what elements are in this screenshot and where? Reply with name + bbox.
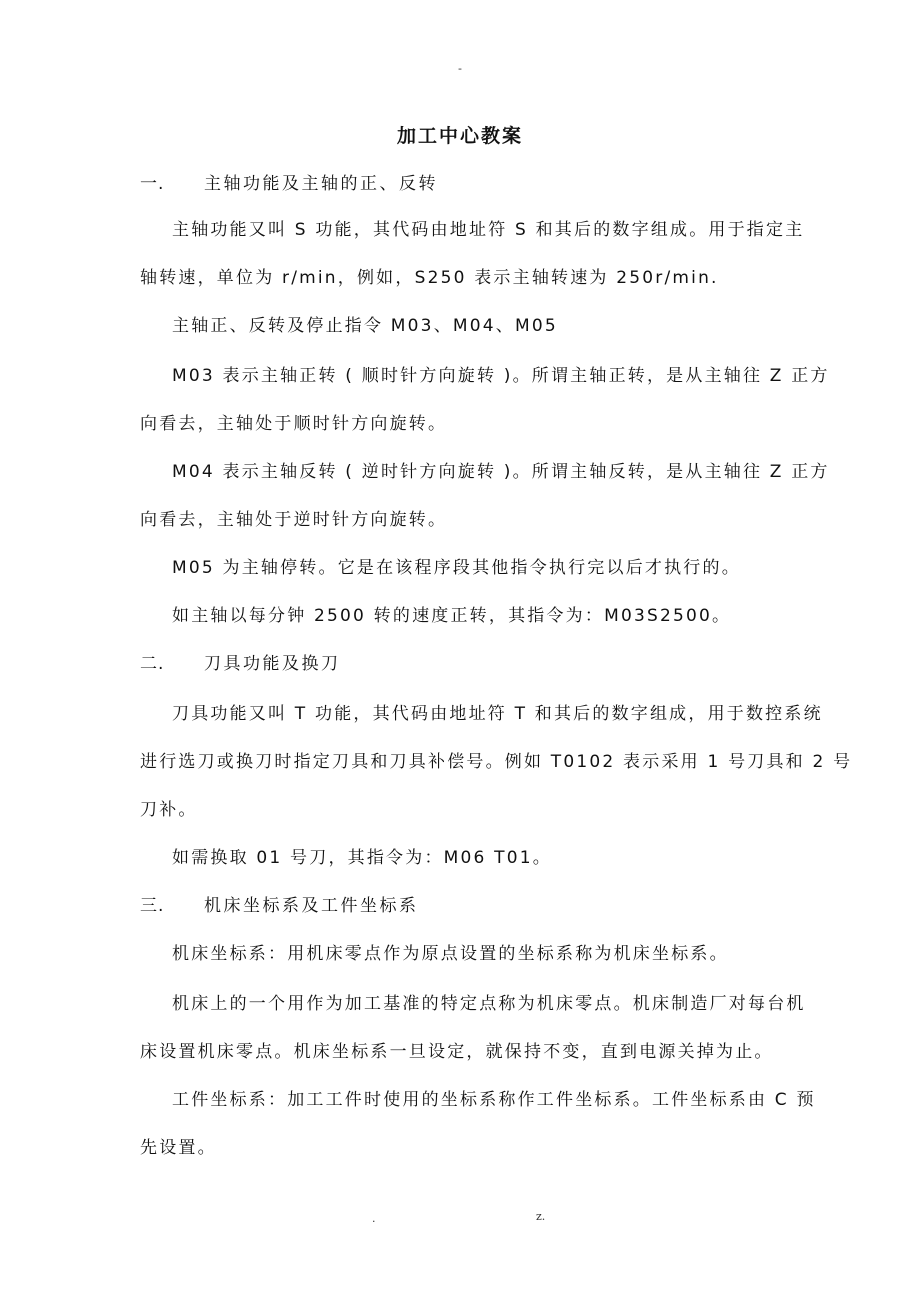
section-heading-2 [140, 650, 341, 678]
section-heading-1 [140, 170, 438, 198]
paragraph-line: 刀补。 [140, 800, 198, 820]
paragraph-line: 机床上的一个用作为加工基准的特定点称为机床零点。机床制造厂对每台机 [172, 994, 806, 1014]
document-title: 加工中心教案 [396, 125, 523, 147]
footer-left-mark: . [372, 1212, 376, 1225]
paragraph-line: 工件坐标系：加工工件时使用的坐标系称作工件坐标系。工件坐标系由 C 预 [172, 1090, 816, 1110]
paragraph-line: 如需换取 01 号刀，其指令为：M06 T01。 [172, 848, 552, 868]
paragraph-line: 主轴功能又叫 S 功能，其代码由地址符 S 和其后的数字组成。用于指定主 [172, 220, 805, 240]
section-number: 二. [140, 654, 165, 674]
paragraph-line: 如主轴以每分钟 2500 转的速度正转，其指令为：M03S2500。 [172, 606, 732, 626]
paragraph-line: 床设置机床零点。机床坐标系一旦设定，就保持不变，直到电源关掉为止。 [140, 1042, 774, 1062]
paragraph-line: 刀具功能又叫 T 功能，其代码由地址符 T 和其后的数字组成，用于数控系统 [172, 704, 823, 724]
header-mark: - [458, 62, 462, 75]
section-number: 三. [140, 896, 165, 916]
paragraph-line: M05 为主轴停转。它是在该程序段其他指令执行完以后才执行的。 [172, 558, 741, 578]
paragraph-line: 先设置。 [140, 1138, 217, 1158]
section-title: 主轴功能及主轴的正、反转 [204, 174, 438, 194]
section-title: 机床坐标系及工件坐标系 [204, 896, 419, 916]
paragraph-line: 向看去，主轴处于顺时针方向旋转。 [140, 414, 448, 434]
paragraph-line: 向看去，主轴处于逆时针方向旋转。 [140, 510, 448, 530]
paragraph-line: 进行选刀或换刀时指定刀具和刀具补偿号。例如 T0102 表示采用 1 号刀具和 2 号 [140, 752, 853, 772]
paragraph-line: 轴转速，单位为 r/min，例如，S250 表示主轴转速为 250r/min. [140, 268, 719, 288]
section-number: 一. [140, 174, 165, 194]
footer-right-mark: z. [536, 1210, 546, 1223]
section-title: 刀具功能及换刀 [204, 654, 341, 674]
paragraph-line: 机床坐标系：用机床零点作为原点设置的坐标系称为机床坐标系。 [172, 944, 729, 964]
paragraph-line: M03 表示主轴正转 ( 顺时针方向旋转 )。所谓主轴正转，是从主轴往 Z 正方 [172, 366, 830, 386]
section-heading-3 [140, 892, 419, 920]
paragraph-line: M04 表示主轴反转 ( 逆时针方向旋转 )。所谓主轴反转，是从主轴往 Z 正方 [172, 462, 830, 482]
paragraph-line: 主轴正、反转及停止指令 M03、M04、M05 [172, 316, 558, 336]
